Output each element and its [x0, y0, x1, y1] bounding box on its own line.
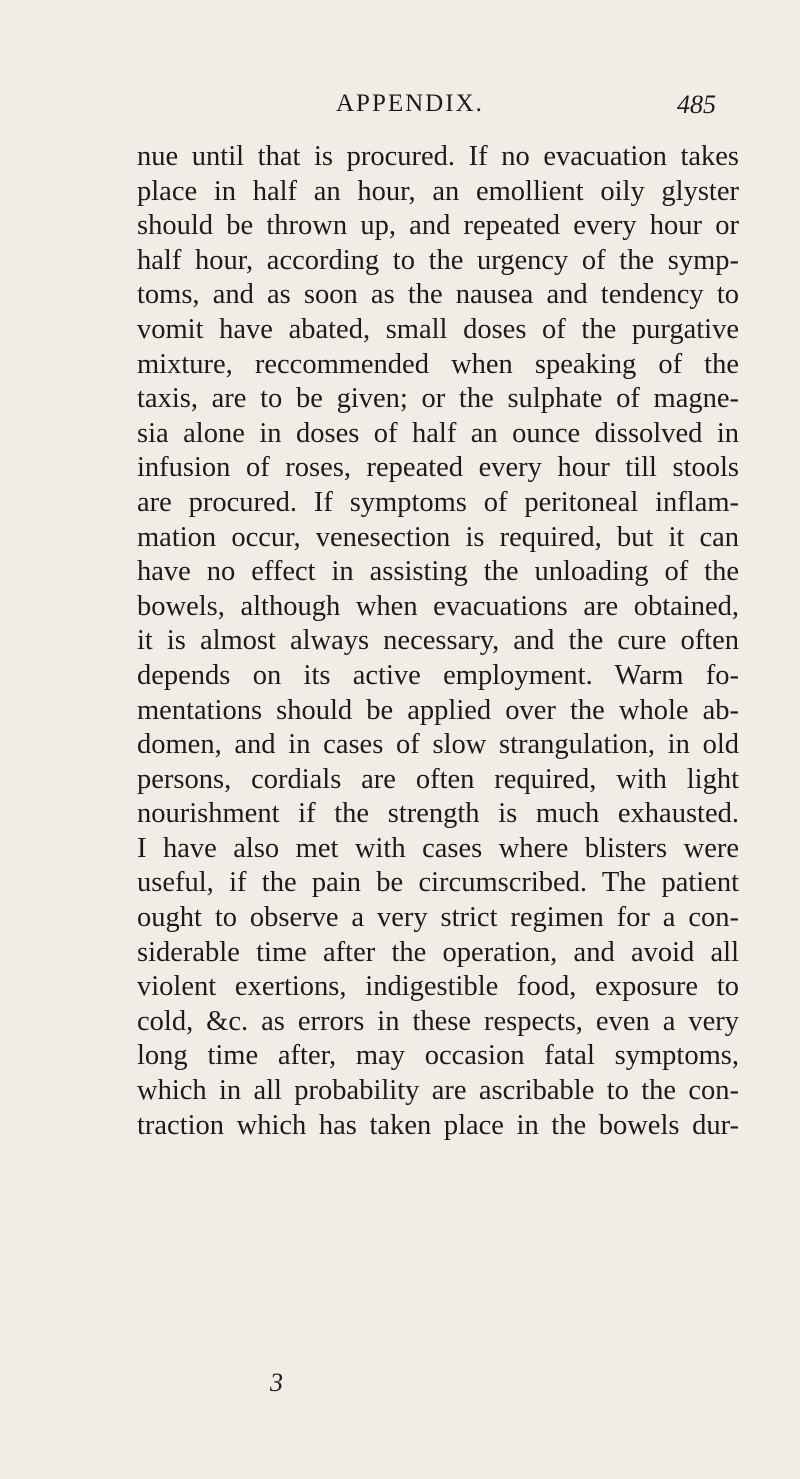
- text-line: half hour, according to the urgency of the symp-: [137, 244, 739, 276]
- running-head: [336, 90, 716, 126]
- text-line: mixture, reccommended when speaking of the: [137, 348, 739, 380]
- text-line: vomit have abated, small doses of the purgative: [137, 313, 739, 345]
- page-number: 485: [677, 90, 716, 119]
- text-line: persons, cordials are often required, with light: [137, 763, 739, 795]
- text-line: taxis, are to be given; or the sulphate of magne-: [137, 383, 739, 415]
- text-line: cold, &c. as errors in these respects, even a very: [137, 1005, 739, 1037]
- text-line: violent exertions, indigestible food, exposure to: [137, 971, 739, 1003]
- text-line: sia alone in doses of half an ounce dissolved in: [137, 417, 739, 449]
- text-line: mation occur, venesection is required, but it can: [137, 521, 739, 553]
- body-text: [137, 140, 739, 1143]
- signature-mark: 3: [270, 1368, 283, 1397]
- text-line: domen, and in cases of slow strangulation, in old: [137, 729, 739, 761]
- text-line: place in half an hour, an emollient oily glyster: [137, 175, 739, 207]
- text-line: long time after, may occasion fatal symptoms,: [137, 1040, 739, 1072]
- text-line: ought to observe a very strict regimen for a con-: [137, 902, 739, 934]
- text-line: I have also met with cases where blisters were: [137, 832, 739, 864]
- text-line: toms, and as soon as the nausea and tendency to: [137, 279, 739, 311]
- text-line: infusion of roses, repeated every hour till stools: [137, 452, 739, 484]
- text-line: should be thrown up, and repeated every hour or: [137, 210, 739, 242]
- text-line: depends on its active employment. Warm fo-: [137, 659, 739, 691]
- text-line: it is almost always necessary, and the cure often: [137, 625, 739, 657]
- text-line: siderable time after the operation, and avoid all: [137, 936, 739, 968]
- text-line: which in all probability are ascribable to the con-: [137, 1075, 739, 1107]
- text-line: traction which has taken place in the bowels dur-: [137, 1109, 739, 1141]
- text-line: useful, if the pain be circumscribed. The patient: [137, 867, 739, 899]
- text-line: are procured. If symptoms of peritoneal inflam-: [137, 486, 739, 518]
- running-title: APPENDIX.: [336, 90, 484, 117]
- text-line: mentations should be applied over the whole ab-: [137, 694, 739, 726]
- text-line: nue until that is procured. If no evacuation takes: [137, 141, 739, 172]
- text-line: have no effect in assisting the unloading of the: [137, 556, 739, 588]
- text-line: bowels, although when evacuations are obtained,: [137, 590, 739, 622]
- text-line: nourishment if the strength is much exhausted.: [137, 798, 739, 830]
